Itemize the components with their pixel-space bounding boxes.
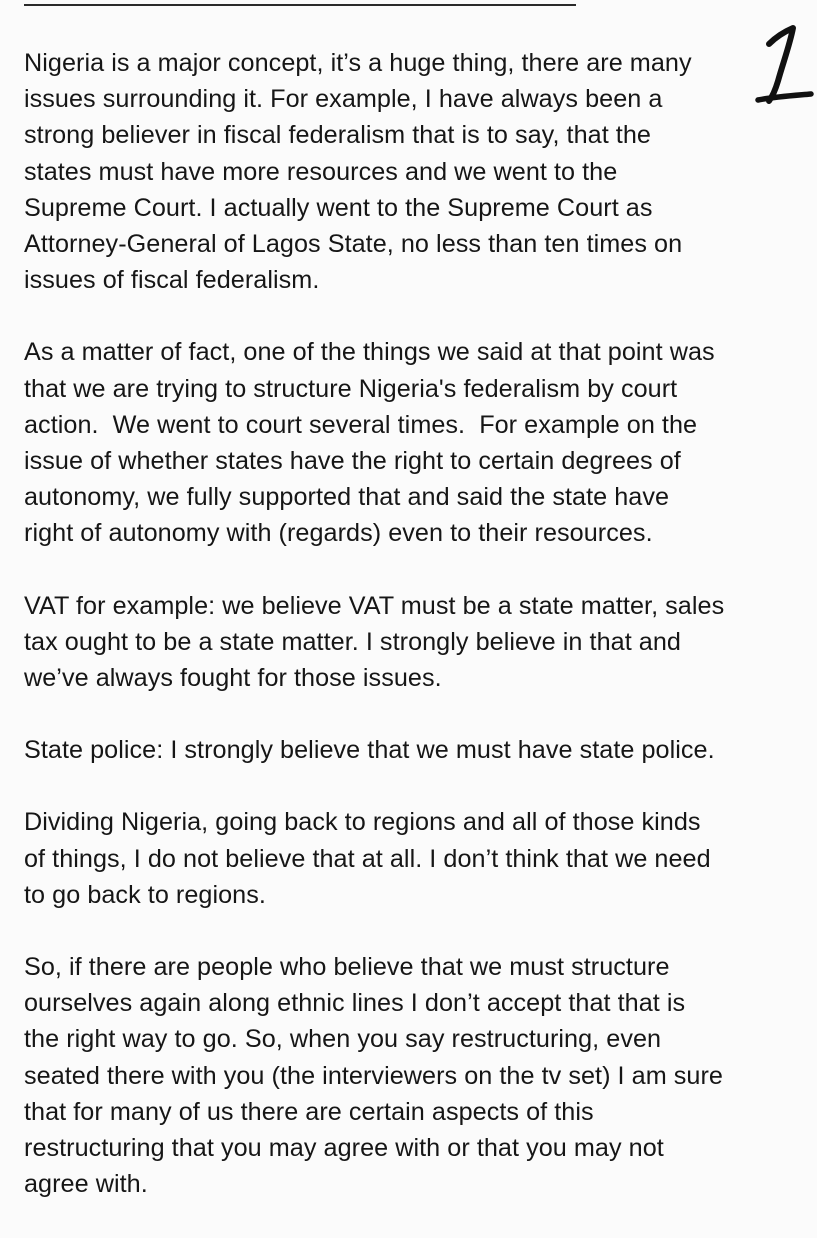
paragraph-vat: [24, 588, 804, 697]
paragraph-court-action: [24, 334, 804, 551]
text-line: As a matter of fact, one of the things we said at that point was: [24, 338, 715, 367]
text-line: agree with.: [24, 1170, 148, 1199]
paragraph-fiscal-federalism: [24, 45, 804, 298]
text-line: issue of whether states have the right to certain degrees of: [24, 447, 681, 476]
text-line: VAT for example: we believe VAT must be a state matter, sales: [24, 591, 725, 620]
text-line: that for many of us there are certain aspects of this: [24, 1097, 594, 1126]
text-line: seated there with you (the interviewers on the tv set) I am sure: [24, 1061, 723, 1090]
paragraph-state-police: [24, 732, 804, 768]
transcript-text: [24, 45, 804, 1238]
text-line: Supreme Court. I actually went to the Supreme Court as: [24, 193, 653, 222]
text-line: issues of fiscal federalism.: [24, 266, 320, 295]
text-line: restructuring that you may agree with or that you may not: [24, 1134, 664, 1163]
text-line: to go back to regions.: [24, 880, 266, 909]
text-line: So, if there are people who believe that we must structure: [24, 953, 670, 982]
text-line: we’ve always fought for those issues.: [24, 664, 442, 693]
text-line: Dividing Nigeria, going back to regions and all of those kinds: [24, 808, 701, 837]
paragraph-dividing-nigeria: [24, 804, 804, 913]
paragraph-restructuring: [24, 949, 804, 1202]
text-line: autonomy, we fully supported that and said the state have: [24, 483, 670, 512]
text-line: right of autonomy with (regards) even to their resources.: [24, 519, 653, 548]
text-line: Attorney-General of Lagos State, no less than ten times on: [24, 230, 683, 259]
text-line: Nigeria is a major concept, it’s a huge thing, there are many: [24, 49, 692, 77]
top-divider-line: [24, 4, 576, 6]
text-line: strong believer in fiscal federalism that is to say, that the: [24, 121, 651, 150]
text-line: that we are trying to structure Nigeria's federalism by court: [24, 374, 678, 403]
text-line: the right way to go. So, when you say restructuring, even: [24, 1025, 662, 1054]
text-line: tax ought to be a state matter. I strongly believe in that and: [24, 627, 681, 656]
text-line: ourselves again along ethnic lines I don’t accept that that is: [24, 989, 686, 1018]
text-line: issues surrounding it. For example, I have always been a: [24, 85, 663, 114]
text-line: of things, I do not believe that at all. I don’t think that we need: [24, 844, 711, 873]
text-line: states must have more resources and we went to the: [24, 157, 618, 186]
text-line: State police: I strongly believe that we must have state police.: [24, 736, 715, 765]
text-line: action. We went to court several times. For example on the: [24, 410, 698, 439]
